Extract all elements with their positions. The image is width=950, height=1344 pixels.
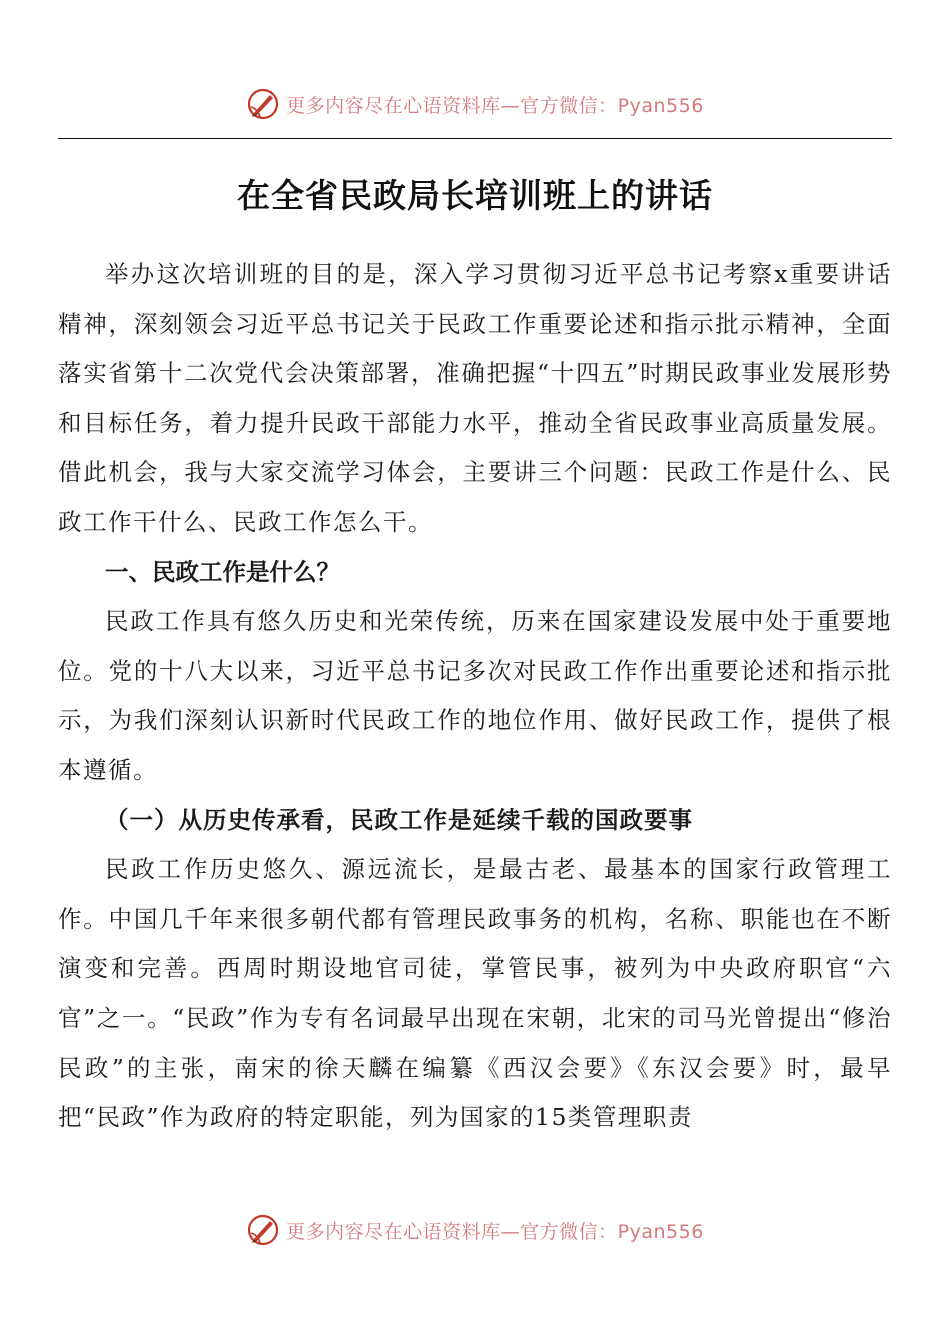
paragraph-history: 民政工作历史悠久、源远流长，是最古老、最基本的国家行政管理工作。中国几千年来很多朝代都有管理民政事务的机构，名称、职能也在不断演变和完善。西周时期设地官司徒，掌管民事，被列为中央政府职官“六官”之一。“民政”作为专有名词最早出现在宋朝，北宋的司马光曾提出“修治民政”的主张，南宋的徐天麟在编纂《西汉会要》《东汉会要》时，最早把“民政”作为政府的特定职能，列为国家的15类管理职责 [58, 855, 892, 1132]
footer-banner-text: 更多内容尽在心语资料库—官方微信：Pyan556 [286, 1220, 704, 1243]
section-heading-1: 一、民政工作是什么？ [105, 557, 340, 586]
document-body [58, 250, 892, 1143]
header-watermark-banner [0, 86, 950, 122]
paragraph-section-1: 民政工作具有悠久历史和光荣传统，历来在国家建设发展中处于重要地位。党的十八大以来，习近平总书记多次对民政工作作出重要论述和指示批示，为我们深刻认识新时代民政工作的地位作用、做好民政工作，提供了根本遵循。 [58, 607, 892, 784]
header-banner-text: 更多内容尽在心语资料库—官方微信：Pyan556 [286, 94, 704, 117]
paragraph-intro: 举办这次培训班的目的是，深入学习贯彻习近平总书记考察x重要讲话精神，深刻领会习近平总书记关于民政工作重要论述和指示批示精神，全面落实省第十二次党代会决策部署，准确把握“十四五”时期民政事业发展形势和目标任务，着力提升民政干部能力水平，推动全省民政事业高质量发展。借此机会，我与大家交流学习体会，主要讲三个问题：民政工作是什么、民政工作干什么、民政工作怎么干。 [58, 260, 892, 536]
pen-logo-icon [246, 1213, 280, 1247]
header-divider [58, 138, 892, 139]
pen-logo-icon [246, 87, 280, 121]
document-title: 在全省民政局长培训班上的讲话 [237, 176, 713, 215]
subsection-heading-1: （一）从历史传承看，民政工作是延续千载的国政要事 [105, 805, 693, 834]
footer-watermark-banner [0, 1212, 950, 1248]
